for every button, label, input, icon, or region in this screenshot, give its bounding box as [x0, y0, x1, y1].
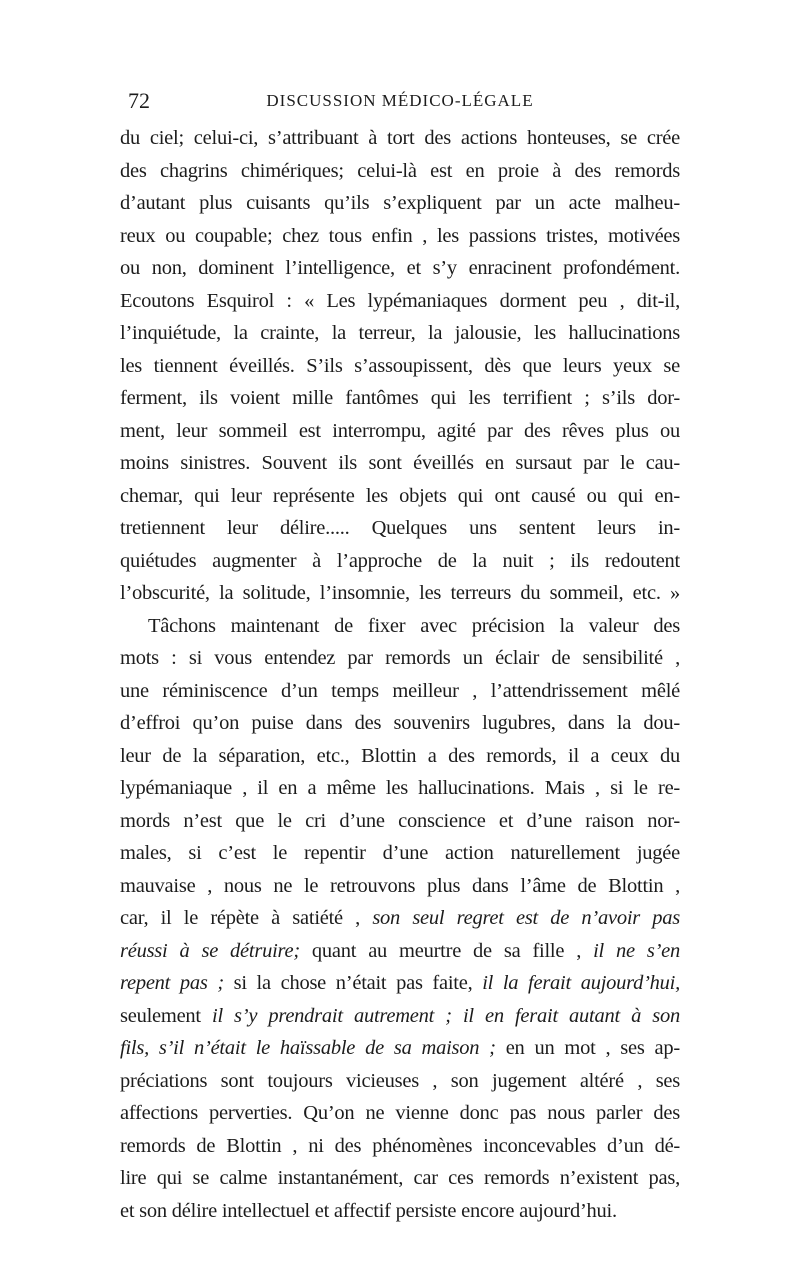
text-line	[120, 415, 680, 448]
text-segment: ment, leur sommeil est interrompu, agité par des rêves plus ou	[120, 419, 680, 442]
text-segment: préciations sont toujours vicieuses , son jugement altéré , ses	[120, 1069, 680, 1092]
text-line	[120, 1000, 680, 1033]
text-segment: Tâchons maintenant de fixer avec précision la valeur des	[148, 614, 680, 637]
text-line	[120, 252, 680, 285]
text-segment: une réminiscence d’un temps meilleur , l’attendrissement mêlé	[120, 679, 680, 702]
text-line	[120, 1097, 680, 1130]
text-line	[120, 837, 680, 870]
text-segment: et son délire intellectuel et affectif persiste encore aujourd’hui.	[120, 1199, 617, 1222]
text-line	[120, 675, 680, 708]
text-line	[120, 967, 680, 1000]
text-line	[120, 577, 680, 610]
text-line	[120, 740, 680, 773]
italic-text: son seul regret est de n’avoir pas	[372, 907, 680, 929]
book-page	[120, 88, 680, 1227]
text-segment: ferment, ils voient mille fantômes qui les terrifient ; s’ils dor-	[120, 387, 680, 409]
text-line	[120, 642, 680, 675]
italic-text: il ne s’en	[593, 939, 680, 962]
text-segment: chemar, qui leur représente les objets qui ont causé ou qui en-	[120, 484, 680, 507]
text-segment: quiétudes augmenter à l’approche de la nuit ; ils redoutent	[120, 549, 680, 572]
italic-text: il s’y prendrait autrement ; il en ferait autant à son	[212, 1004, 680, 1027]
text-segment: d’effroi qu’on puise dans des souvenirs lugubres, dans la dou-	[120, 712, 680, 734]
text-segment: remords de Blottin , ni des phénomènes inconcevables d’un dé-	[120, 1134, 680, 1157]
text-line	[120, 1195, 680, 1228]
text-segment: mauvaise , nous ne le retrouvons plus dans l’âme de Blottin ,	[120, 874, 680, 897]
text-line	[120, 285, 680, 318]
running-header	[120, 88, 680, 122]
page-number: 72	[128, 88, 150, 113]
text-segment: mords n’est que le cri d’une conscience et d’une raison nor-	[120, 809, 680, 832]
text-line	[120, 480, 680, 513]
body-text	[120, 122, 680, 1227]
italic-text: repent pas ;	[120, 972, 224, 994]
text-line	[120, 122, 680, 155]
text-segment: des chagrins chimériques; celui-là est en proie à des remords	[120, 159, 680, 182]
text-segment: seulement	[120, 1004, 213, 1027]
text-segment: ou non, dominent l’intelligence, et s’y enracinent profondément.	[120, 257, 680, 279]
text-segment: en un mot , ses ap-	[495, 1037, 680, 1059]
text-line	[120, 772, 680, 805]
text-line	[120, 707, 680, 740]
text-line	[120, 870, 680, 903]
italic-text: réussi à se détruire;	[120, 939, 300, 962]
text-segment: si la chose n’était pas faite,	[223, 972, 483, 994]
text-segment: affections perverties. Qu’on ne vienne donc pas nous parler des	[120, 1102, 680, 1124]
text-segment: Ecoutons Esquirol : « Les lypémaniaques dorment peu , dit-il,	[120, 289, 680, 312]
text-line	[120, 935, 680, 968]
text-line	[120, 512, 680, 545]
text-segment: l’obscurité, la solitude, l’insomnie, les terreurs du sommeil, etc. »	[120, 582, 680, 604]
text-line	[120, 545, 680, 578]
text-line	[120, 350, 680, 383]
text-line	[120, 1130, 680, 1163]
text-line	[120, 382, 680, 415]
text-segment: les tiennent éveillés. S’ils s’assoupissent, dès que leurs yeux se	[120, 354, 680, 377]
text-segment: tretiennent leur délire..... Quelques uns sentent leurs in-	[120, 517, 680, 539]
text-segment: males, si c’est le repentir d’une action naturellement jugée	[120, 842, 680, 864]
text-segment: reux ou coupable; chez tous enfin , les passions tristes, motivées	[120, 224, 680, 247]
text-segment: d’autant plus cuisants qu’ils s’expliquent par un acte malheu-	[120, 192, 680, 214]
text-line	[120, 805, 680, 838]
text-segment: du ciel; celui-ci, s’attribuant à tort des actions honteuses, se crée	[120, 127, 680, 149]
text-segment: quant au meurtre de sa fille ,	[299, 939, 594, 962]
text-line	[120, 1162, 680, 1195]
text-segment: moins sinistres. Souvent ils sont éveillés en sursaut par le cau-	[120, 452, 680, 474]
text-segment: mots : si vous entendez par remords un éclair de sensibilité ,	[120, 647, 680, 669]
text-segment: leur de la séparation, etc., Blottin a des remords, il a ceux du	[120, 744, 680, 767]
running-title: DISCUSSION MÉDICO-LÉGALE	[266, 91, 534, 110]
text-segment: l’inquiétude, la crainte, la terreur, la jalousie, les hallucinations	[120, 322, 680, 344]
italic-text: il la ferait aujourd’hui,	[482, 972, 680, 994]
text-line	[120, 1032, 680, 1065]
text-line	[120, 610, 680, 643]
text-line	[120, 187, 680, 220]
italic-text: fils, s’il n’était le haïssable de sa maison ;	[120, 1037, 496, 1059]
text-line	[120, 155, 680, 188]
text-line	[120, 447, 680, 480]
text-line	[120, 902, 680, 935]
text-line	[120, 317, 680, 350]
text-line	[120, 220, 680, 253]
text-segment: lire qui se calme instantanément, car ces remords n’existent pas,	[120, 1167, 680, 1189]
text-line	[120, 1065, 680, 1098]
text-segment: car, il le répète à satiété ,	[120, 907, 373, 929]
text-segment: lypémaniaque , il en a même les hallucinations. Mais , si le re-	[120, 777, 680, 799]
